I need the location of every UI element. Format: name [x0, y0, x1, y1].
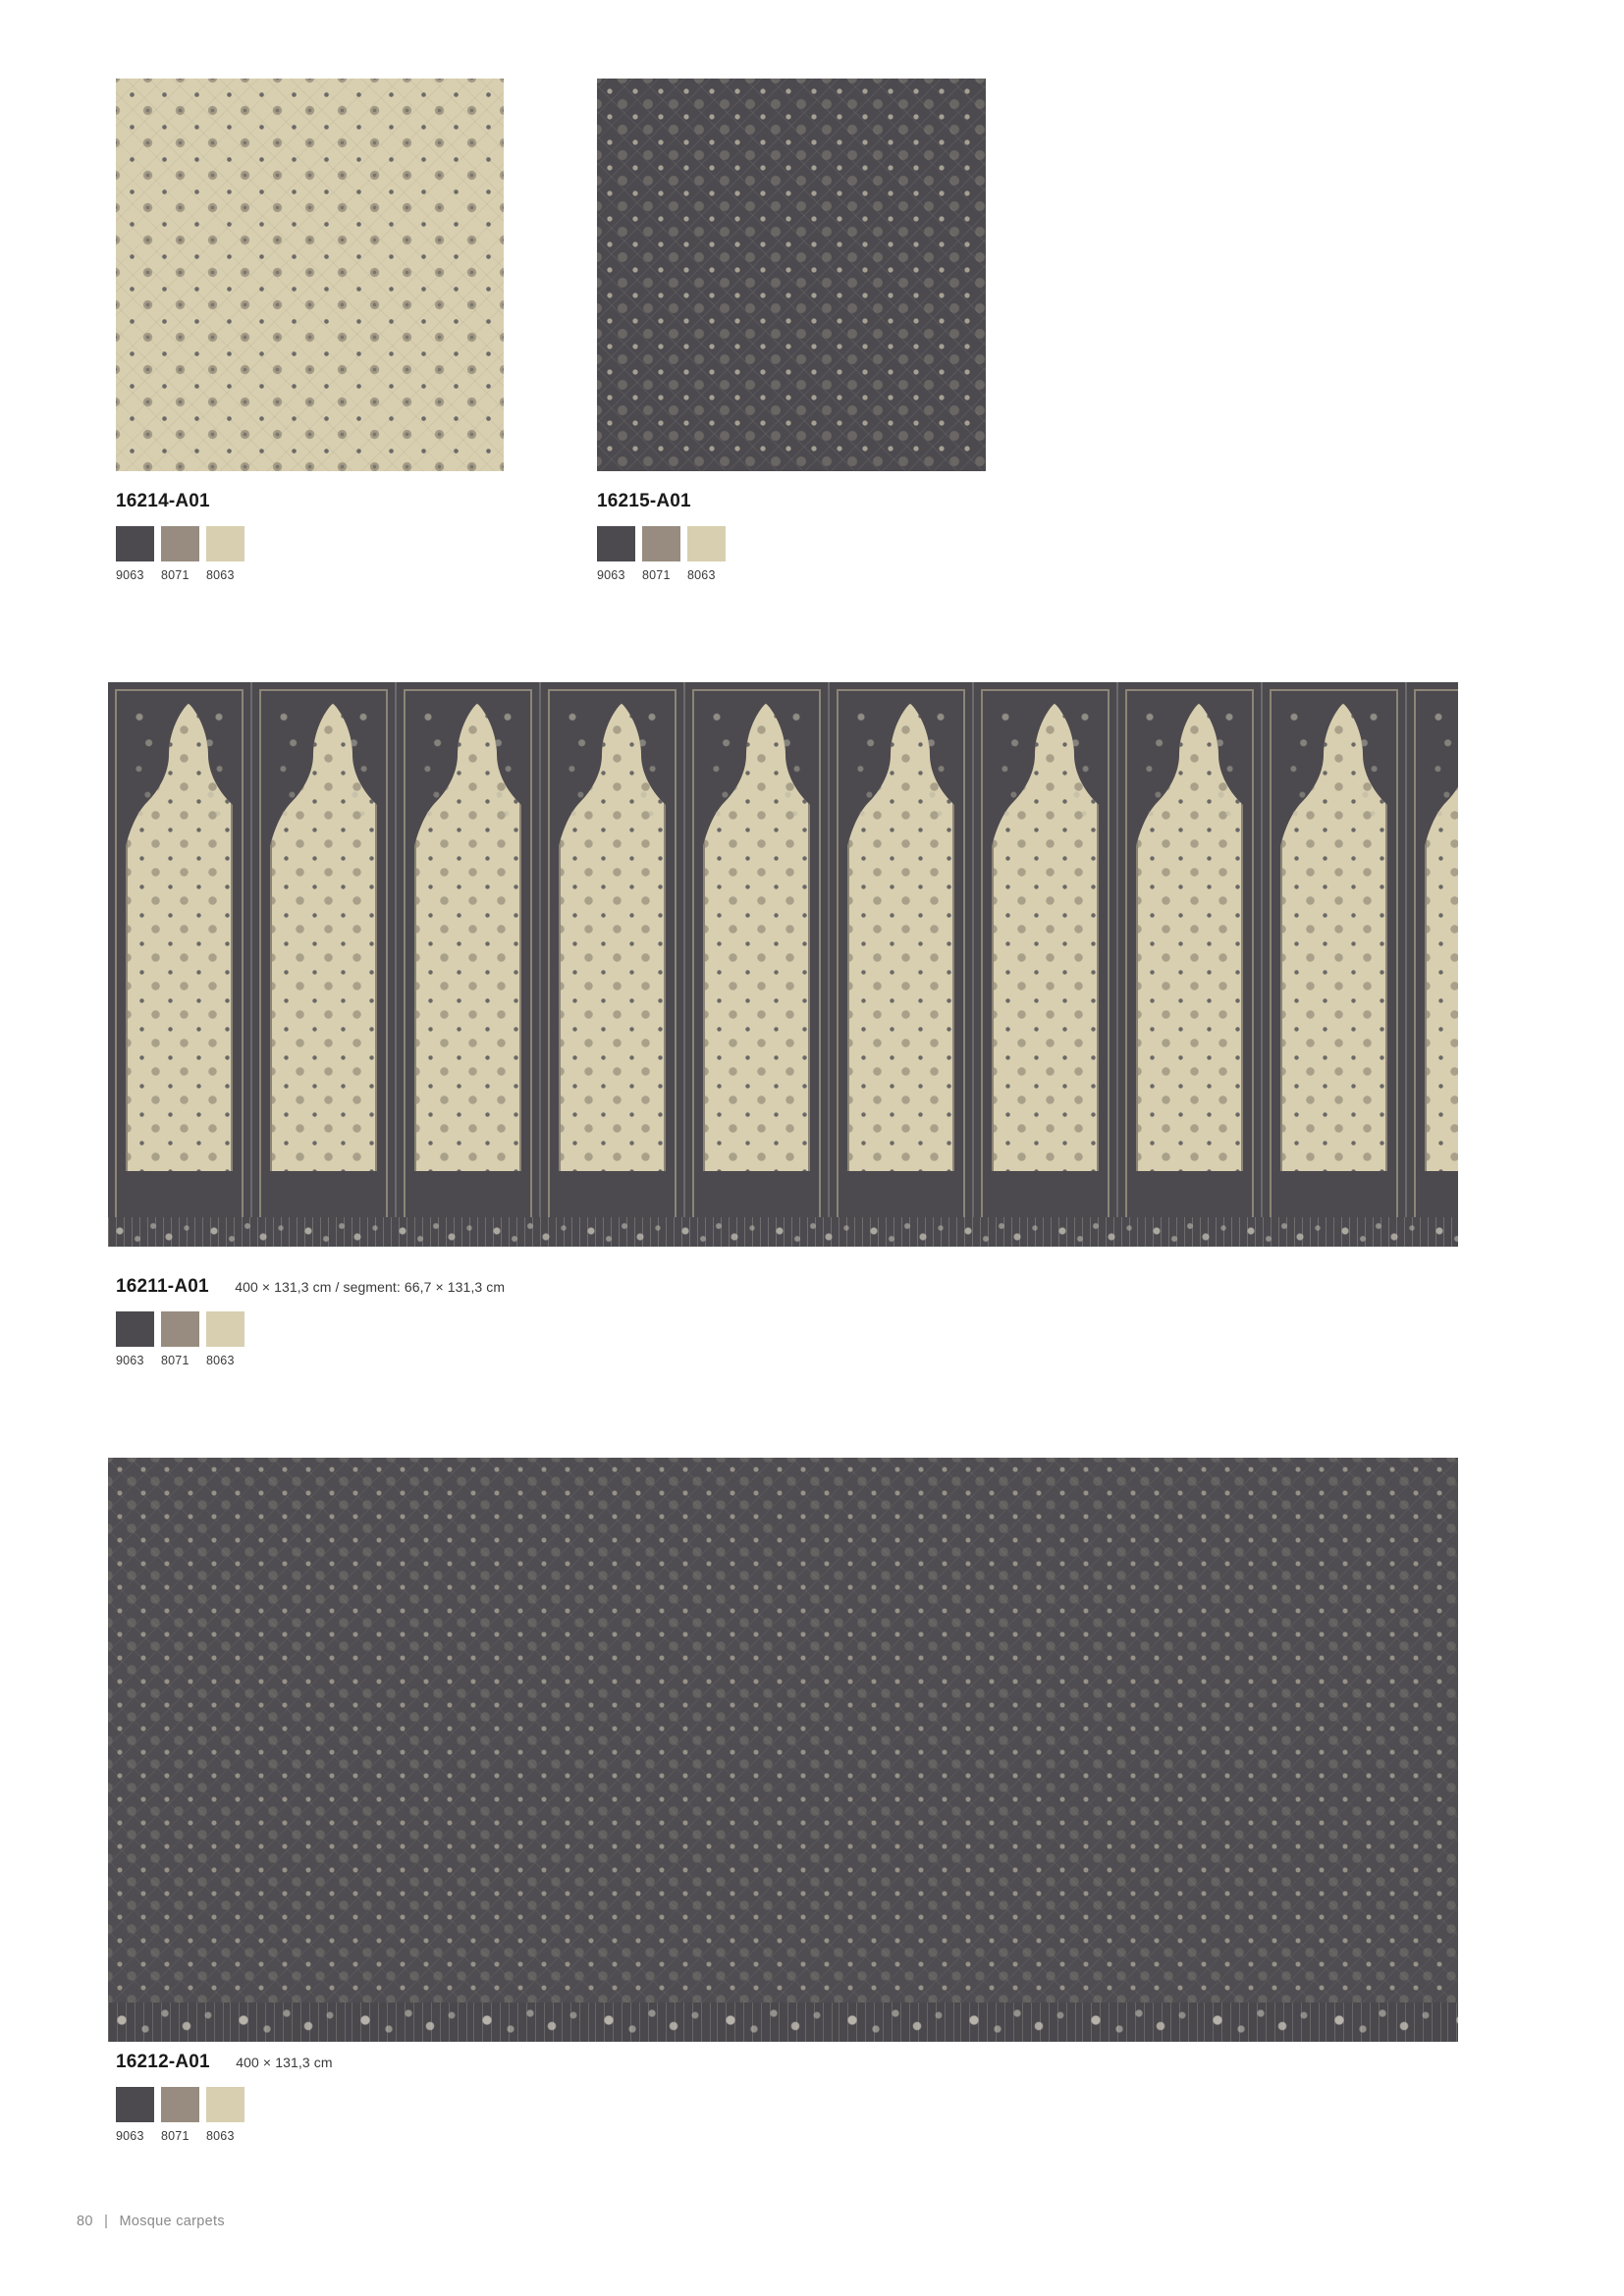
- color-swatch[interactable]: [161, 526, 199, 582]
- color-swatch[interactable]: [116, 526, 154, 582]
- carpet-image-16212: [108, 1458, 1458, 2042]
- color-swatch[interactable]: [206, 2087, 244, 2143]
- carpet-segment: [108, 682, 252, 1247]
- segment-border: [259, 689, 388, 1221]
- color-code: 9063: [597, 568, 625, 582]
- color-code: 8071: [642, 568, 671, 582]
- color-swatch[interactable]: [161, 1311, 199, 1367]
- carpet-swatch-16214: [116, 79, 504, 471]
- vine-ornament-icon: [920, 703, 949, 821]
- product-block-16215: [597, 491, 726, 582]
- segment-border: [548, 689, 677, 1221]
- bottom-border-vine: [108, 1217, 1458, 1247]
- color-chip-8071: [161, 2087, 199, 2122]
- color-chip-8071: [161, 1311, 199, 1347]
- vine-ornament-icon: [1064, 703, 1094, 821]
- color-code: 8071: [161, 568, 189, 582]
- product-title: 16214-A01: [116, 491, 210, 511]
- vine-ornament-icon: [343, 703, 372, 821]
- color-swatch-row: [116, 2087, 333, 2143]
- color-chip-8063: [206, 526, 244, 561]
- color-swatch[interactable]: [116, 2087, 154, 2143]
- segment-border: [1125, 689, 1254, 1221]
- footer-section-label: Mosque carpets: [119, 2214, 225, 2229]
- carpet-image-16211: [108, 682, 1458, 1247]
- page-number: 80: [77, 2214, 93, 2229]
- color-swatch-row: [116, 526, 244, 582]
- color-chip-8063: [206, 2087, 244, 2122]
- color-swatch[interactable]: [206, 526, 244, 582]
- carpet-segment: [974, 682, 1118, 1247]
- vine-ornament-icon: [1285, 703, 1315, 821]
- vine-ornament-icon: [852, 703, 882, 821]
- page-footer: [77, 2214, 225, 2229]
- carpet-field: [108, 1458, 1458, 2002]
- segment-border: [115, 689, 244, 1221]
- vine-ornament-icon: [1209, 703, 1238, 821]
- carpet-segment: [685, 682, 830, 1247]
- color-code: 8063: [687, 568, 716, 582]
- vine-ornament-icon: [708, 703, 737, 821]
- carpet-segment: [1407, 682, 1458, 1247]
- color-code: 8063: [206, 1354, 235, 1367]
- color-swatch[interactable]: [116, 1311, 154, 1367]
- color-swatch[interactable]: [642, 526, 680, 582]
- vine-ornament-icon: [131, 703, 160, 821]
- color-code: 8071: [161, 1354, 189, 1367]
- carpet-segment: [1118, 682, 1263, 1247]
- vine-ornament-icon: [631, 703, 661, 821]
- color-swatch-row: [116, 1311, 505, 1367]
- product-title: 16212-A01: [116, 2052, 210, 2072]
- color-chip-8063: [206, 1311, 244, 1347]
- color-chip-8071: [642, 526, 680, 561]
- product-block-16211: [116, 1276, 505, 1367]
- product-title: 16211-A01: [116, 1276, 209, 1297]
- vine-ornament-icon: [487, 703, 516, 821]
- footer-separator: |: [104, 2214, 109, 2229]
- segment-border: [692, 689, 821, 1221]
- carpet-swatch-16215: [597, 79, 986, 471]
- segment-border: [1270, 689, 1398, 1221]
- color-chip-8063: [687, 526, 726, 561]
- color-code: 9063: [116, 568, 144, 582]
- color-swatch[interactable]: [687, 526, 726, 582]
- color-chip-9063: [116, 2087, 154, 2122]
- vine-ornament-icon: [198, 703, 228, 821]
- color-chip-8071: [161, 526, 199, 561]
- carpet-segment: [1263, 682, 1407, 1247]
- color-code: 8071: [161, 2129, 189, 2143]
- color-code: 8063: [206, 568, 235, 582]
- color-code: 9063: [116, 2129, 144, 2143]
- product-title: 16215-A01: [597, 491, 691, 511]
- carpet-segment: [541, 682, 685, 1247]
- carpet-segment: [830, 682, 974, 1247]
- carpet-segment: [397, 682, 541, 1247]
- color-code: 8063: [206, 2129, 235, 2143]
- vine-ornament-icon: [564, 703, 593, 821]
- product-dimensions: 400 × 131,3 cm: [236, 2055, 333, 2070]
- product-block-16214: [116, 491, 244, 582]
- color-chip-9063: [597, 526, 635, 561]
- color-chip-9063: [116, 526, 154, 561]
- vine-ornament-icon: [997, 703, 1026, 821]
- color-chip-9063: [116, 1311, 154, 1347]
- color-code: 9063: [116, 1354, 144, 1367]
- segment-border: [981, 689, 1110, 1221]
- bottom-border-vine: [108, 2002, 1458, 2042]
- segment-border: [404, 689, 532, 1221]
- carpet-segment: [252, 682, 397, 1247]
- product-block-16212: [116, 2052, 333, 2143]
- color-swatch[interactable]: [206, 1311, 244, 1367]
- vine-ornament-icon: [419, 703, 449, 821]
- product-dimensions: 400 × 131,3 cm / segment: 66,7 × 131,3 cm: [235, 1279, 506, 1295]
- vine-ornament-icon: [1353, 703, 1382, 821]
- segment-border: [1414, 689, 1458, 1221]
- segment-border: [837, 689, 965, 1221]
- vine-ornament-icon: [1430, 703, 1458, 821]
- color-swatch-row: [597, 526, 726, 582]
- vine-ornament-icon: [1141, 703, 1170, 821]
- vine-ornament-icon: [275, 703, 304, 821]
- vine-ornament-icon: [776, 703, 805, 821]
- color-swatch[interactable]: [161, 2087, 199, 2143]
- color-swatch[interactable]: [597, 526, 635, 582]
